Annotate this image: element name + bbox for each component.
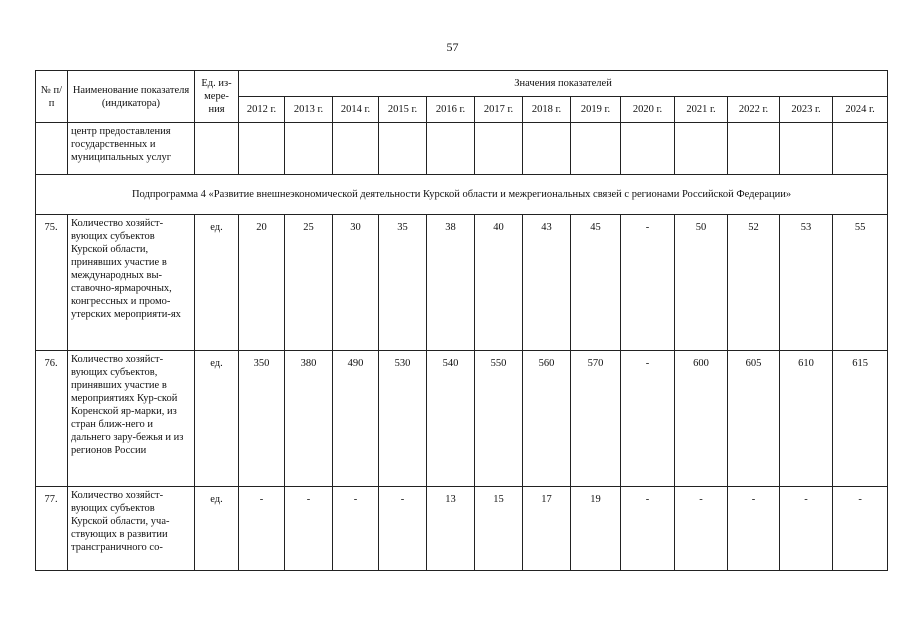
value-cell: -: [285, 487, 333, 571]
year-2015: 2015 г.: [379, 97, 427, 123]
year-2014: 2014 г.: [333, 97, 379, 123]
value-cell: 30: [333, 215, 379, 351]
value-cell: 52: [728, 215, 780, 351]
table-row: [36, 215, 888, 351]
value-cell: -: [728, 487, 780, 571]
header-row-1: [36, 71, 888, 97]
row-name: Количество хозяйст-вующих субъектов Курской области, принявших участие в международных вы-ставочно-ярмарочных, конгрессных и промо-утерских мероприяти-ях: [68, 215, 195, 351]
value-cell: -: [833, 487, 888, 571]
value-cell: -: [379, 487, 427, 571]
value-cell: 45: [571, 215, 621, 351]
header-name: Наименование показателя (индикатора): [68, 71, 195, 123]
continuation-name: центр предоставления государственных и муниципальных услуг: [68, 123, 195, 175]
value-cell: 540: [427, 351, 475, 487]
row-name: Количество хозяйст-вующих субъектов Курской области, уча-ствующих в развитии трансграничного со-: [68, 487, 195, 571]
year-2018: 2018 г.: [523, 97, 571, 123]
year-2016: 2016 г.: [427, 97, 475, 123]
value-cell: 560: [523, 351, 571, 487]
value-cell: 35: [379, 215, 427, 351]
row-unit: ед.: [195, 215, 239, 351]
value-cell: 600: [675, 351, 728, 487]
header-values-title: Значения показателей: [239, 71, 888, 97]
year-2024: 2024 г.: [833, 97, 888, 123]
value-cell: 20: [239, 215, 285, 351]
value-cell: 550: [475, 351, 523, 487]
value-cell: -: [621, 487, 675, 571]
continuation-row: [36, 123, 888, 175]
value-cell: 605: [728, 351, 780, 487]
value-cell: 38: [427, 215, 475, 351]
value-cell: 25: [285, 215, 333, 351]
value-cell: 530: [379, 351, 427, 487]
indicators-table: [35, 70, 888, 571]
header-unit: Ед. из-мере-ния: [195, 71, 239, 123]
value-cell: 15: [475, 487, 523, 571]
value-cell: 40: [475, 215, 523, 351]
header-num: № п/п: [36, 71, 68, 123]
row-num: 77.: [36, 487, 68, 571]
value-cell: 610: [780, 351, 833, 487]
year-2023: 2023 г.: [780, 97, 833, 123]
value-cell: 490: [333, 351, 379, 487]
value-cell: -: [780, 487, 833, 571]
value-cell: 380: [285, 351, 333, 487]
value-cell: 350: [239, 351, 285, 487]
value-cell: 17: [523, 487, 571, 571]
year-2012: 2012 г.: [239, 97, 285, 123]
row-num: 76.: [36, 351, 68, 487]
value-cell: -: [675, 487, 728, 571]
value-cell: -: [621, 351, 675, 487]
page-number: 57: [446, 40, 459, 54]
year-2021: 2021 г.: [675, 97, 728, 123]
row-unit: ед.: [195, 351, 239, 487]
value-cell: -: [621, 215, 675, 351]
year-2019: 2019 г.: [571, 97, 621, 123]
year-2017: 2017 г.: [475, 97, 523, 123]
value-cell: 50: [675, 215, 728, 351]
value-cell: 570: [571, 351, 621, 487]
value-cell: 19: [571, 487, 621, 571]
value-cell: 53: [780, 215, 833, 351]
year-2013: 2013 г.: [285, 97, 333, 123]
table-row: [36, 487, 888, 571]
value-cell: 13: [427, 487, 475, 571]
value-cell: 55: [833, 215, 888, 351]
year-2022: 2022 г.: [728, 97, 780, 123]
row-num: 75.: [36, 215, 68, 351]
value-cell: 43: [523, 215, 571, 351]
table-row: [36, 351, 888, 487]
value-cell: 615: [833, 351, 888, 487]
row-name: Количество хозяйст-вующих субъектов, принявших участие в мероприятиях Кур-ской Коренской яр-марки, из стран ближ-него и дальнего зару-бежья и из регионов России: [68, 351, 195, 487]
row-unit: ед.: [195, 487, 239, 571]
value-cell: -: [333, 487, 379, 571]
value-cell: -: [239, 487, 285, 571]
year-2020: 2020 г.: [621, 97, 675, 123]
subprogram-title: Подпрограмма 4 «Развитие внешнеэкономической деятельности Курской области и межрегиональных связей с регионами Российской Федерации»: [36, 175, 888, 215]
subprogram-row: [36, 175, 888, 215]
